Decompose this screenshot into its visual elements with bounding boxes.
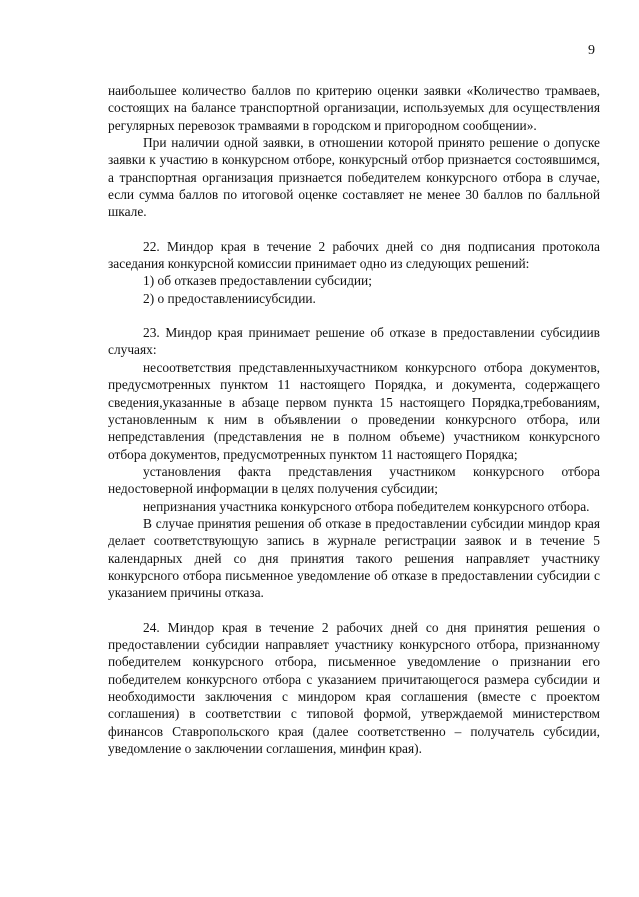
spacer: [108, 307, 600, 324]
document-body: [108, 82, 600, 757]
list-item-22-1: 1) об отказев предоставлении субсидии;: [143, 273, 372, 289]
paragraph-22: 22. Миндор края в течение 2 рабочих дней со дня подписания протокола заседания конкурсной комиссии принимает одно из следующих решений:: [108, 238, 600, 272]
paragraph-23-not-winner: непризнания участника конкурсного отбора победителем конкурсного отбора.: [143, 498, 590, 514]
paragraph-23: 23. Миндор края принимает решение об отказе в предоставлении субсидиив случаях:: [108, 325, 600, 358]
spacer: [108, 221, 600, 238]
paragraph-23-false-info: установления факта представления участником конкурсного отбора недостоверной информации в целях получения субсидии;: [108, 463, 600, 497]
paragraph-23-refusal-notice: В случае принятия решения об отказе в предоставлении субсидии миндор края делает соответствующую запись в журнале регистрации заявок и в течение 5 календарных дней со дня принятия такого решения направляет участнику конкурсного отбора письменное уведомление об отказе в предоставлении субсидии с указанием причины отказа.: [108, 515, 600, 601]
spacer: [108, 602, 600, 619]
paragraph-24: 24. Миндор края в течение 2 рабочих дней со дня принятия решения о предоставлении субсидии направляет участнику конкурсного отбора, признанному победителем конкурсного отбора, письменное уведомление о признании его победителем конкурсного отбора с указанием причитающегося размера субсидии и необходимости заключения с миндором края соглашения (вместе с проектом соглашения) в соответствии с типовой формой, утверждаемой министерством финансов Ставропольского края (далее соответственно – получатель субсидии, уведомление о заключении соглашения, минфин края).: [108, 619, 600, 757]
paragraph-criterion-end: наибольшее количество баллов по критерию оценки заявки «Количество трамваев, состоящих на балансе транспортной организации, используемых для осуществления регулярных перевозок трамваями в городском и пригородном сообщении».: [108, 83, 600, 133]
paragraph-23-nonconformity: несоответствия представленныхучастником конкурсного отбора документов, предусмотренных пунктом 11 настоящего Порядка, и документа, содержащего сведения,указанные в абзаце первом пункта 15 настоящего Порядка,требованиям, установленным к ним в объявлении о проведении конкурсного отбора, или непредставления (представления не в полном объеме) участником конкурсного отбора документов, предусмотренных пунктом 11 настоящего Порядка;: [108, 359, 600, 462]
list-item-22-2: 2) о предоставлениисубсидии.: [143, 290, 316, 306]
paragraph-single-application: При наличии одной заявки, в отношении которой принято решение о допуске заявки к участию в конкурсном отборе, конкурсный отбор признается состоявшимся, а транспортная организация признается победителем конкурсного отбора в случае, если сумма баллов по итоговой оценке составляет не менее 30 баллов по балльной шкале.: [108, 135, 600, 220]
page-number: 9: [588, 43, 595, 58]
